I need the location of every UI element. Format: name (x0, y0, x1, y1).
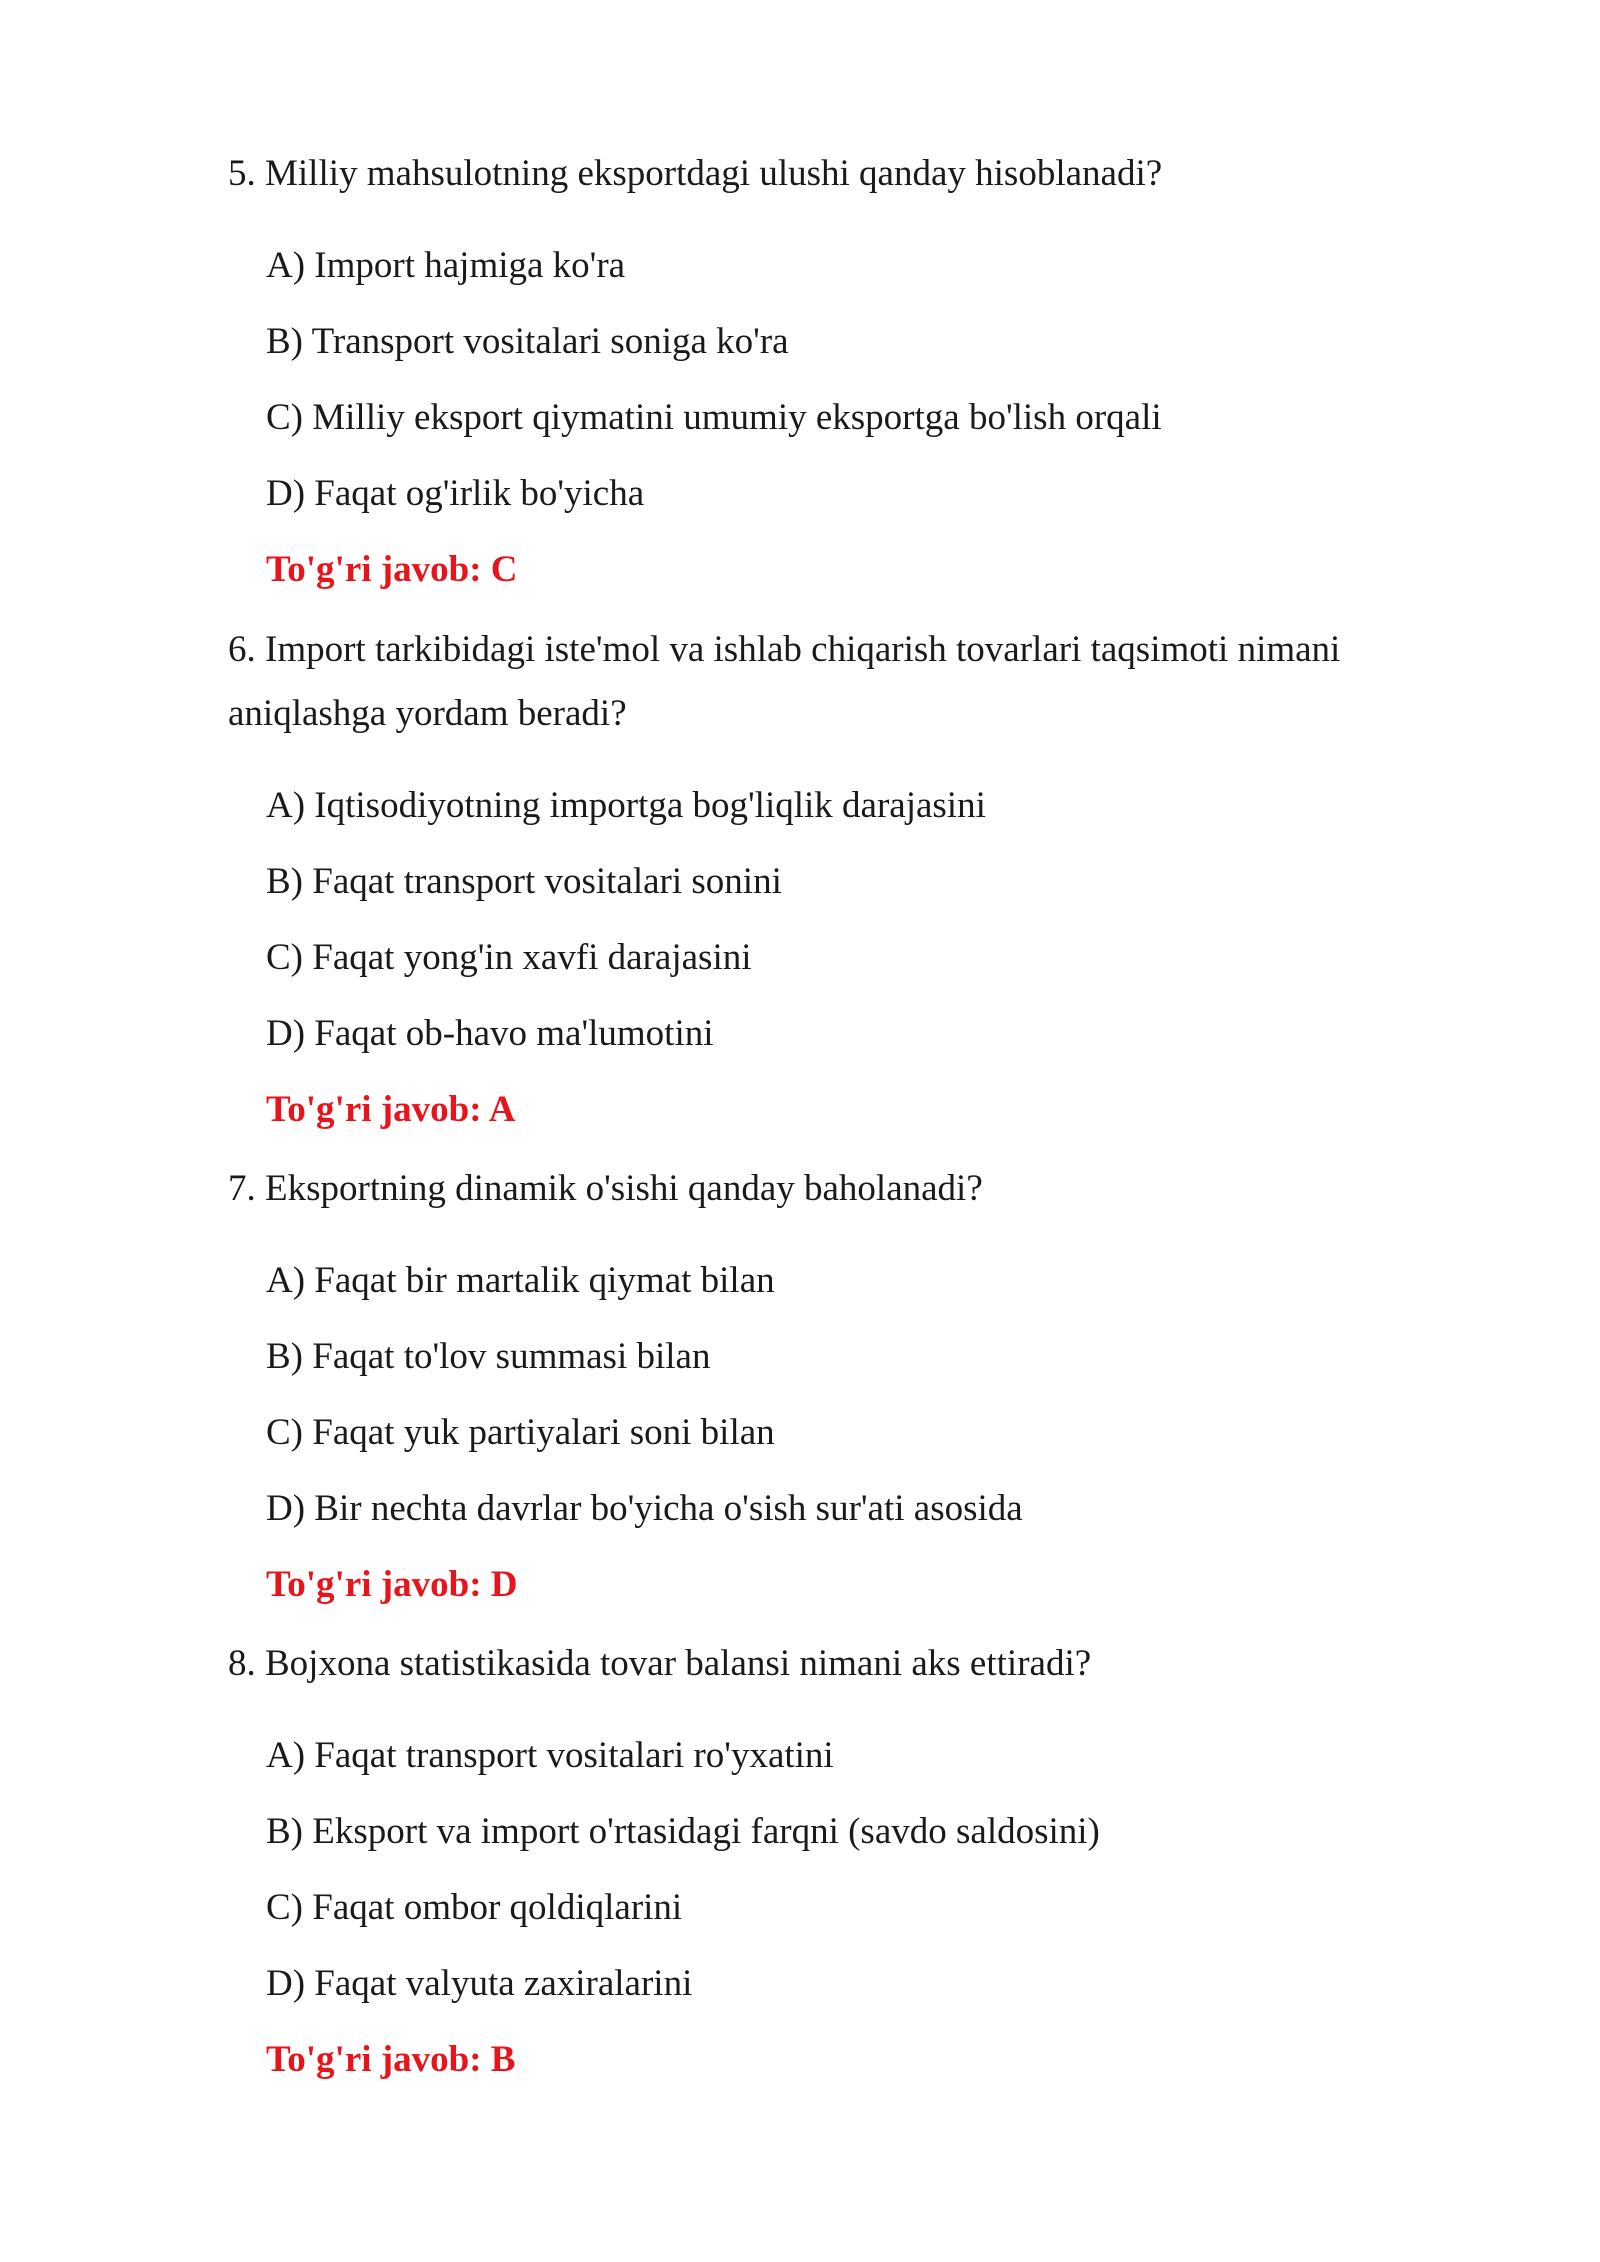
question-7-option-d: D) Bir nechta davrlar bo'yicha o'sish sur'ati asosida (266, 1488, 1023, 1529)
question-8-option-d: D) Faqat valyuta zaxiralarini (266, 1963, 693, 2004)
question-6-option-a: A) Iqtisodiyotning importga bog'liqlik darajasini (266, 785, 986, 826)
question-5-option-a: A) Import hajmiga ko'ra (266, 245, 626, 286)
question-8-text: 8. Bojxona statistikasida tovar balansi nimani aks ettiradi? (228, 1643, 1092, 1684)
question-7-answer: To'g'ri javob: D (266, 1564, 518, 1605)
question-6-answer: To'g'ri javob: A (266, 1089, 516, 1130)
question-6-option-c: C) Faqat yong'in xavfi darajasini (266, 937, 752, 978)
question-6-option-d: D) Faqat ob-havo ma'lumotini (266, 1013, 714, 1054)
question-8-option-b: B) Eksport va import o'rtasidagi farqni (savdo saldosini) (266, 1811, 1100, 1852)
question-7-option-a: A) Faqat bir martalik qiymat bilan (266, 1260, 775, 1301)
question-5-text: 5. Milliy mahsulotning eksportdagi ulushi qanday hisoblanadi? (228, 153, 1163, 194)
question-5-option-d: D) Faqat og'irlik bo'yicha (266, 473, 645, 514)
question-7-option-c: C) Faqat yuk partiyalari soni bilan (266, 1412, 775, 1453)
question-6-option-b: B) Faqat transport vositalari sonini (266, 861, 782, 902)
question-5-answer: To'g'ri javob: C (266, 549, 518, 590)
question-8-answer: To'g'ri javob: B (266, 2039, 516, 2080)
question-5-option-b: B) Transport vositalari soniga ko'ra (266, 321, 789, 362)
question-8-option-a: A) Faqat transport vositalari ro'yxatini (266, 1735, 834, 1776)
question-5-option-c: C) Milliy eksport qiymatini umumiy eksportga bo'lish orqali (266, 397, 1162, 438)
question-8-option-c: C) Faqat ombor qoldiqlarini (266, 1887, 683, 1928)
question-7-option-b: B) Faqat to'lov summasi bilan (266, 1336, 711, 1377)
question-6-text: 6. Import tarkibidagi iste'mol va ishlab chiqarish tovarlari taqsimoti nimani aniqlashga yordam beradi? (228, 629, 1341, 734)
question-7-text: 7. Eksportning dinamik o'sishi qanday baholanadi? (228, 1168, 983, 1209)
